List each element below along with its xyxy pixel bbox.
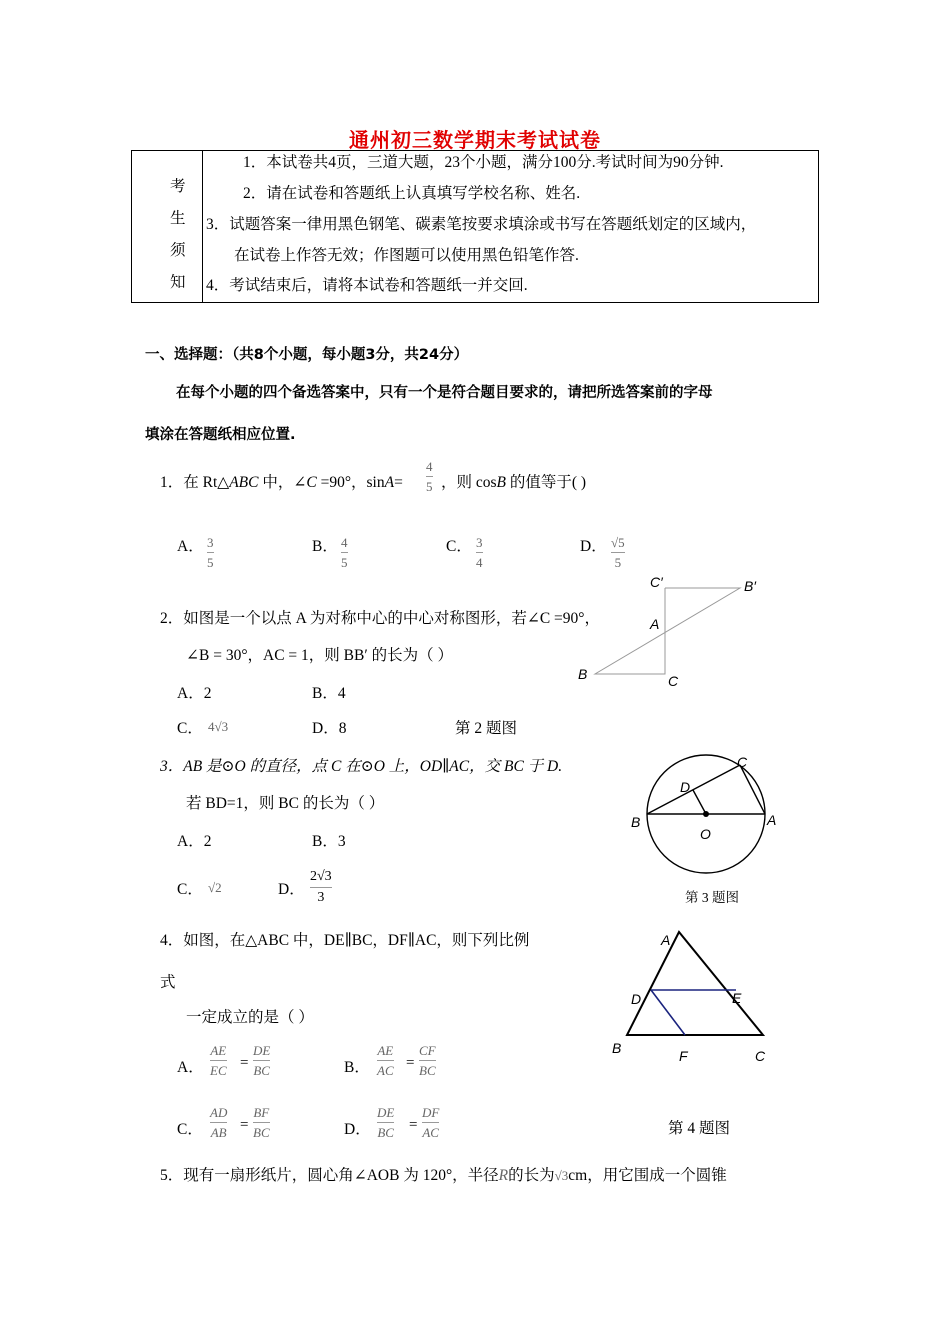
q4-fraction: DF AC bbox=[422, 1105, 440, 1140]
label-b: B bbox=[578, 666, 588, 682]
label-c-prime: C′ bbox=[650, 574, 663, 590]
q4-fraction: AE AC bbox=[377, 1043, 394, 1078]
label-a: A bbox=[767, 812, 777, 828]
q4-fraction: AD AB bbox=[210, 1105, 228, 1140]
q2-option-c-value: 4√3 bbox=[208, 719, 229, 734]
notice-divider bbox=[202, 151, 203, 302]
question-1-stem: 1．在 Rt△ABC 中，∠C =90°，sinA= bbox=[160, 474, 403, 491]
label-a: A bbox=[650, 616, 660, 632]
q1-fraction: 4 5 bbox=[426, 459, 433, 494]
question-4-stem: 4．如图，在△ABC 中，DE∥BC，DF∥AC，则下列比例 bbox=[160, 932, 530, 949]
equals-sign: = bbox=[409, 1117, 418, 1133]
q2-option-d: D．8 bbox=[312, 720, 347, 737]
section-heading: 一、选择题：（共8个小题，每小题3分，共24分） bbox=[145, 347, 469, 363]
figure-3-caption: 第 3 题图 bbox=[685, 890, 739, 905]
q3-option-a: A．2 bbox=[177, 833, 212, 850]
q1-option-fraction: 3 5 bbox=[207, 535, 214, 570]
notice-label-char: 考 bbox=[170, 178, 186, 195]
notice-label-char: 知 bbox=[170, 274, 186, 291]
q3-option-b: B．3 bbox=[312, 833, 346, 850]
q1-option-fraction: 4 5 bbox=[341, 535, 348, 570]
figure-3-diagram bbox=[620, 745, 790, 885]
question-2-stem: 2．如图是一个以点 A 为对称中心的中心对称图形，若∠C =90°， bbox=[160, 610, 600, 627]
figure-2-caption: 第 2 题图 bbox=[455, 720, 518, 737]
question-1-stem-end: ，则 cosB 的值等于( ) bbox=[441, 474, 587, 491]
figure-2-diagram bbox=[570, 570, 770, 695]
question-3-stem: 若 BD=1，则 BC 的长为（ ） bbox=[186, 795, 385, 812]
q1-option-label: D． bbox=[580, 538, 607, 555]
q1-option-label: A． bbox=[177, 538, 204, 555]
chord-bc bbox=[647, 765, 740, 814]
notice-item: 1．本试卷共4页，三道大题，23个小题，满分100分.考试时间为90分钟. bbox=[243, 154, 724, 171]
figure-4-diagram bbox=[605, 925, 775, 1070]
label-c: C bbox=[755, 1048, 766, 1064]
q3-option-d-fraction: 2√3 3 bbox=[310, 869, 332, 905]
q4-fraction: AE EC bbox=[210, 1043, 227, 1078]
chord-ac bbox=[740, 765, 765, 814]
q1-option-fraction: 3 4 bbox=[476, 535, 483, 570]
question-4-stem: 式 bbox=[160, 974, 176, 991]
q1-option-label: C． bbox=[446, 538, 472, 555]
section-intro: 在每个小题的四个备选答案中，只有一个是符合题目要求的，请把所选答案前的字母 bbox=[176, 385, 713, 401]
q1-option-label: B． bbox=[312, 538, 338, 555]
q4-option-label: B． bbox=[344, 1059, 370, 1076]
segment-df bbox=[651, 990, 685, 1035]
equals-sign: = bbox=[406, 1055, 415, 1071]
q3-option-d-label: D． bbox=[278, 881, 305, 898]
question-4-stem: 一定成立的是（ ） bbox=[186, 1009, 314, 1026]
notice-label-char: 须 bbox=[170, 242, 186, 259]
q2-option-c-label: C． bbox=[177, 720, 203, 737]
question-2-stem: ∠B = 30°，AC = 1，则 BB′ 的长为（ ） bbox=[186, 647, 453, 664]
label-c: C bbox=[737, 754, 748, 770]
equals-sign: = bbox=[240, 1117, 249, 1133]
equals-sign: = bbox=[240, 1055, 249, 1071]
figure-4-caption: 第 4 题图 bbox=[668, 1120, 731, 1137]
label-c: C bbox=[668, 673, 679, 689]
notice-label-char: 生 bbox=[170, 210, 186, 227]
q4-fraction: DE BC bbox=[253, 1043, 271, 1078]
q4-fraction: DE BC bbox=[377, 1105, 395, 1140]
page-title: 通州初三数学期末考试试卷 bbox=[349, 130, 601, 152]
notice-item: 在试卷上作答无效；作图题可以使用黑色铅笔作答. bbox=[234, 247, 579, 264]
label-a: A bbox=[661, 932, 671, 948]
q3-option-c-value: √2 bbox=[208, 880, 222, 895]
q2-option-a: A．2 bbox=[177, 685, 212, 702]
q4-fraction: CF BC bbox=[419, 1043, 436, 1078]
q4-option-label: C． bbox=[177, 1121, 203, 1138]
q4-fraction: BF BC bbox=[253, 1105, 270, 1140]
label-b: B bbox=[612, 1040, 622, 1056]
label-b-prime: B′ bbox=[744, 578, 756, 594]
q2-option-b: B．4 bbox=[312, 685, 346, 702]
q4-option-label: A． bbox=[177, 1059, 204, 1076]
q3-option-c-label: C． bbox=[177, 881, 203, 898]
q1-option-fraction: √5 5 bbox=[611, 535, 625, 570]
label-b: B bbox=[631, 814, 641, 830]
figure-2-shape bbox=[595, 588, 740, 674]
notice-item: 4．考试结束后，请将本试卷和答题纸一并交回. bbox=[206, 277, 528, 294]
label-d: D bbox=[631, 991, 642, 1007]
label-o: O bbox=[700, 826, 711, 842]
label-d: D bbox=[680, 779, 691, 795]
section-intro: 填涂在答题纸相应位置. bbox=[145, 427, 296, 443]
notice-item: 3．试题答案一律用黑色钢笔、碳素笔按要求填涂或书写在答题纸划定的区域内， bbox=[206, 216, 757, 233]
label-e: E bbox=[732, 990, 742, 1006]
center-point bbox=[703, 811, 709, 817]
label-f: F bbox=[679, 1048, 688, 1064]
triangle-abc bbox=[627, 932, 763, 1035]
q4-option-label: D． bbox=[344, 1121, 371, 1138]
notice-item: 2．请在试卷和答题纸上认真填写学校名称、姓名. bbox=[243, 185, 581, 202]
segment-od bbox=[693, 790, 706, 814]
question-5-stem: 5．现有一扇形纸片，圆心角∠AOB 为 120°，半径R的长为√3cm，用它围成一个圆锥 bbox=[160, 1167, 727, 1184]
question-3-stem: 3．AB 是⊙O 的直径，点 C 在⊙O 上，OD∥AC，交 BC 于 D. bbox=[160, 758, 563, 775]
